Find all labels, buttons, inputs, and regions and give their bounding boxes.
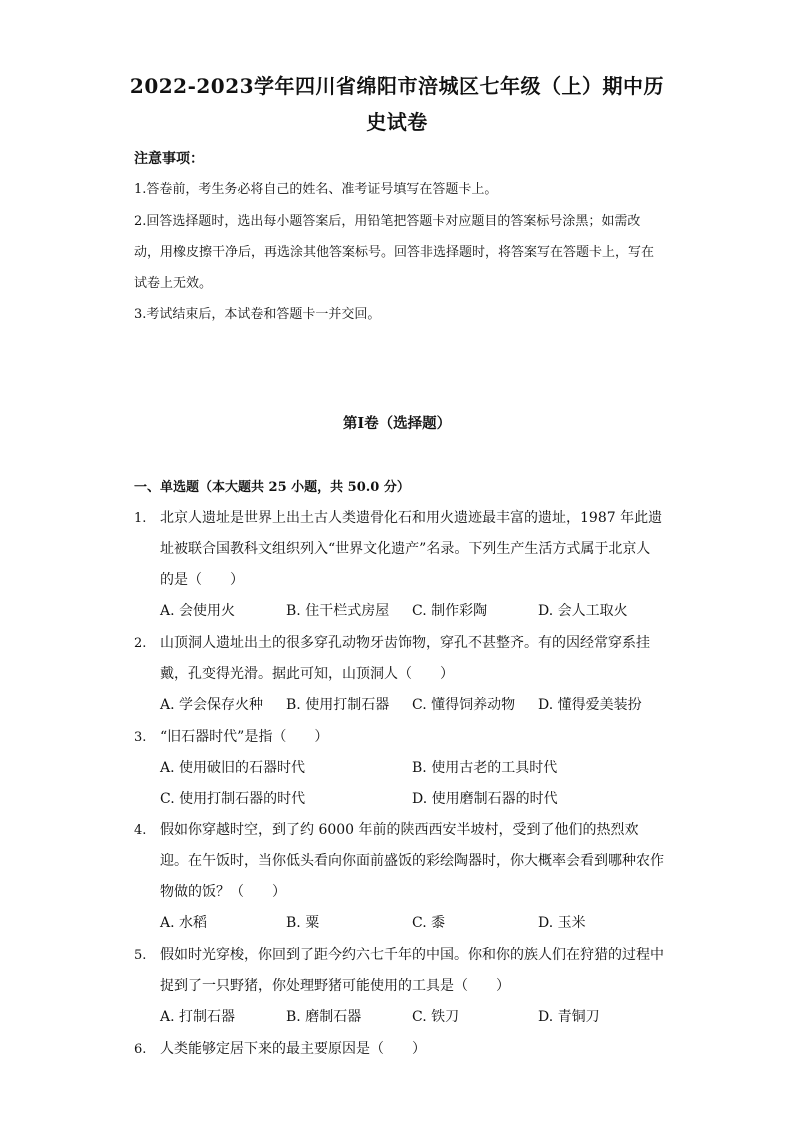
- option-d[interactable]: D. 使用磨制石器的时代: [412, 791, 558, 807]
- option-row: [160, 596, 664, 627]
- option-a[interactable]: A. 学会保存火种: [160, 697, 264, 713]
- question-number: 5.: [134, 948, 147, 963]
- option-d[interactable]: D. 会人工取火: [538, 603, 628, 619]
- part-title: 一、单选题（本大题共 25 小题，共 50.0 分）: [134, 480, 410, 495]
- option-d[interactable]: D. 青铜刀: [538, 1009, 600, 1025]
- note-item-1: 1.答卷前，考生务必将自己的姓名、准考证号填写在答题卡上。: [134, 182, 498, 197]
- note-item-2: 2.回答选择题时，选出每小题答案后，用铅笔把答题卡对应题目的答案标号涂黑；如需改动，用橡皮擦干净后，再选涂其他答案标号。回答非选择题时，将答案写在答题卡上，写在试卷上无效。: [134, 214, 655, 291]
- option-row: [160, 690, 664, 721]
- question-6: [134, 1034, 664, 1065]
- option-b[interactable]: B. 使用古老的工具时代: [412, 760, 558, 776]
- exam-title-line-1: 2022-2023学年四川省绵阳市涪城区七年级（上）期中历: [129, 74, 665, 98]
- option-a[interactable]: A. 打制石器: [160, 1009, 236, 1025]
- question-stem: “旧石器时代”是指（ ）: [160, 729, 329, 745]
- question-stem: 山顶洞人遗址出土的很多穿孔动物牙齿饰物，穿孔不甚整齐。有的因经常穿系挂戴，孔变得光滑。据此可知，山顶洞人（ ）: [160, 635, 650, 682]
- question-number: 4.: [134, 823, 147, 838]
- option-a[interactable]: A. 会使用火: [160, 603, 236, 619]
- question-2: [134, 628, 664, 721]
- option-c[interactable]: C. 铁刀: [412, 1009, 460, 1025]
- question-stem: 假如你穿越时空，到了约 6000 年前的陕西西安半坡村，受到了他们的热烈欢迎。在午饭时，当你低头看向你面前盛饭的彩绘陶器时，你大概率会看到哪种农作物做的饭？（ ）: [160, 822, 664, 900]
- question-5: [134, 940, 664, 1033]
- option-b[interactable]: B. 使用打制石器: [286, 697, 390, 713]
- note-item-3: 3.考试结束后，本试卷和答题卡一并交回。: [134, 307, 381, 322]
- question-stem: 人类能够定居下来的最主要原因是（ ）: [160, 1041, 426, 1057]
- option-c[interactable]: C. 使用打制石器的时代: [160, 791, 306, 807]
- question-3: [134, 722, 664, 815]
- option-c[interactable]: C. 制作彩陶: [412, 603, 488, 619]
- option-row: [160, 784, 664, 815]
- option-a[interactable]: A. 水稻: [160, 915, 208, 931]
- option-a[interactable]: A. 使用破旧的石器时代: [160, 760, 306, 776]
- question-stem: 北京人遗址是世界上出土古人类遗骨化石和用火遗迹最丰富的遗址，1987 年此遗址被联合国教科文组织列入“世界文化遗产”名录。下列生产生活方式属于北京人的是（ ）: [160, 510, 663, 588]
- exam-title-line-2: 史试卷: [366, 110, 428, 134]
- option-row: [160, 908, 664, 939]
- question-number: 3.: [134, 730, 147, 745]
- option-c[interactable]: C. 懂得饲养动物: [412, 697, 516, 713]
- option-b[interactable]: B. 粟: [286, 915, 320, 931]
- option-d[interactable]: D. 懂得爱美装扮: [538, 697, 642, 713]
- question-number: 2.: [134, 636, 147, 651]
- option-row: [160, 753, 664, 784]
- option-d[interactable]: D. 玉米: [538, 915, 586, 931]
- option-row: [160, 1002, 664, 1033]
- question-number: 1.: [134, 511, 147, 526]
- question-stem: 假如时光穿梭，你回到了距今约六七千年的中国。你和你的族人们在狩猎的过程中捉到了一只野猪，你处理野猪可能使用的工具是（ ）: [160, 947, 664, 994]
- option-b[interactable]: B. 住干栏式房屋: [286, 603, 390, 619]
- question-4: [134, 815, 664, 939]
- section-title: 第Ⅰ卷（选择题）: [342, 415, 452, 432]
- question-number: 6.: [134, 1042, 147, 1057]
- question-1: [134, 503, 664, 627]
- notes-heading: 注意事项：: [134, 151, 204, 167]
- option-c[interactable]: C. 黍: [412, 915, 446, 931]
- option-b[interactable]: B. 磨制石器: [286, 1009, 362, 1025]
